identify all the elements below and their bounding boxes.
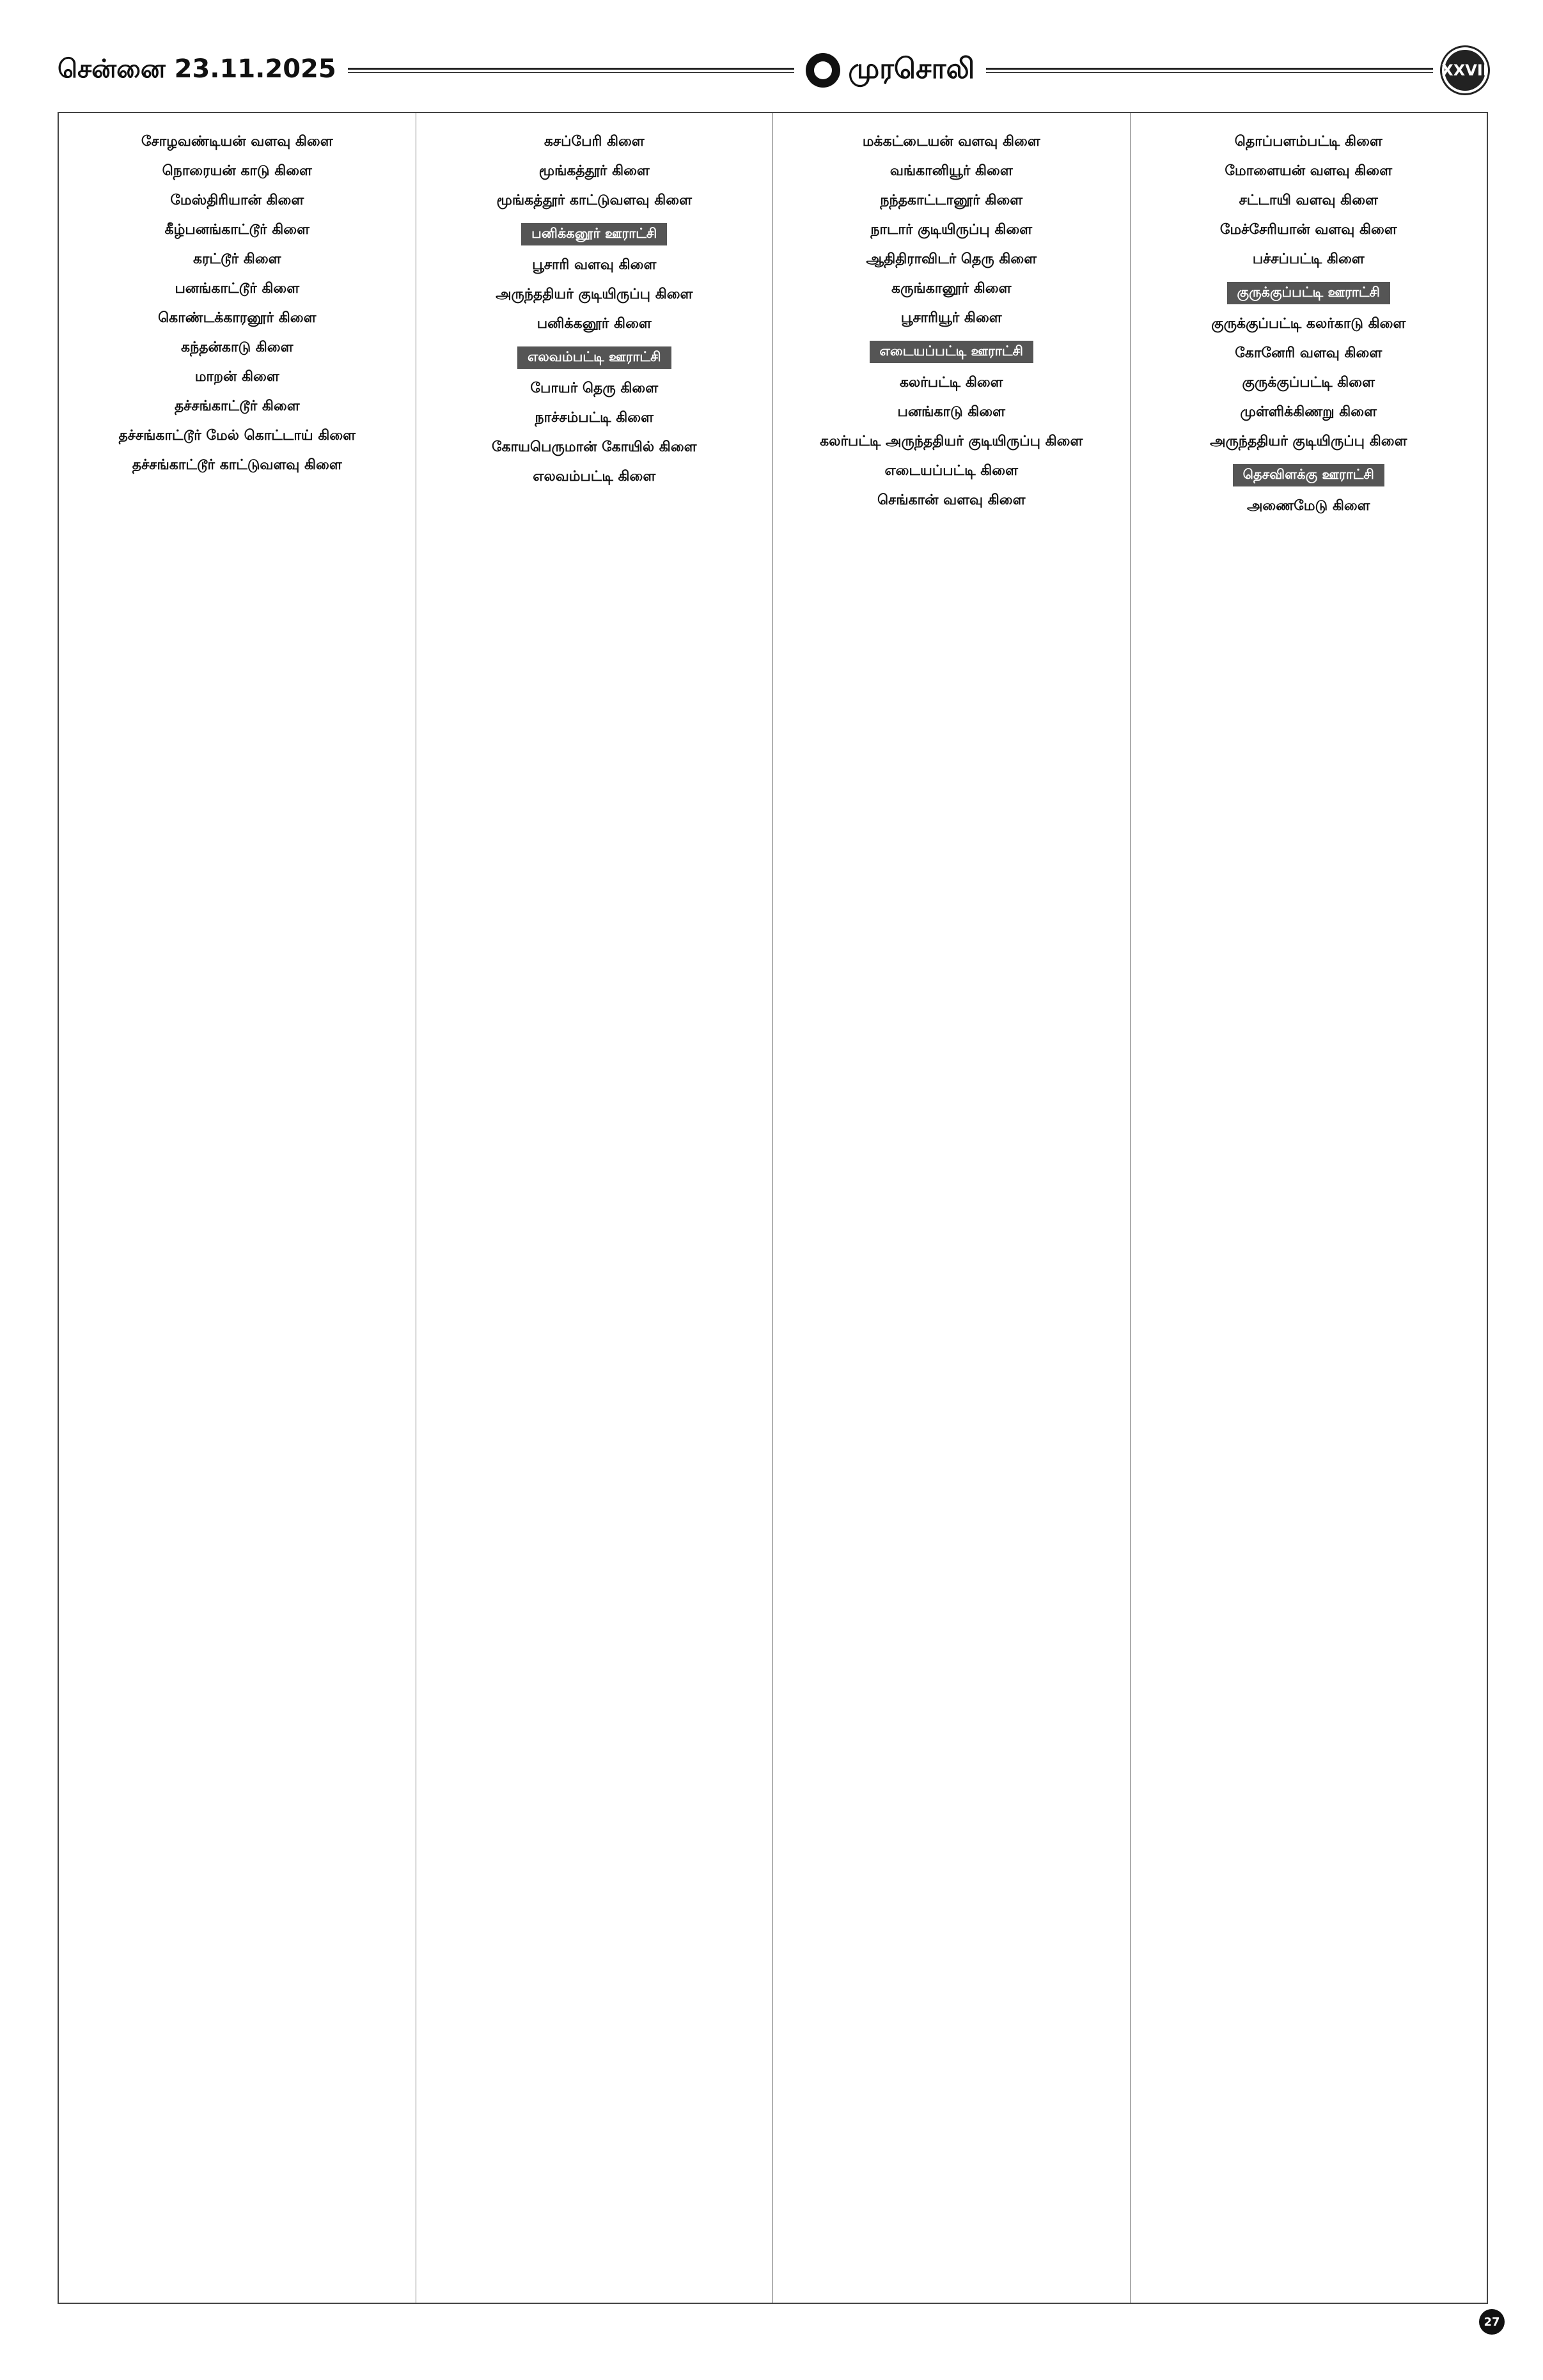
branch-heading: குருக்குப்பட்டி கலர்காடு கிளை bbox=[1211, 316, 1406, 332]
branch-heading: கோயபெருமான் கோயில் கிளை bbox=[491, 439, 697, 455]
branch-heading: அணைமேடு கிளை bbox=[1246, 498, 1370, 514]
branch-heading: பூசாரியூர் கிளை bbox=[900, 310, 1002, 326]
panchayat-heading: எலவம்பட்டி ஊராட்சி bbox=[517, 346, 671, 369]
branch-heading: தச்சங்காட்டூர் காட்டுவளவு கிளை bbox=[132, 457, 342, 473]
masthead bbox=[58, 45, 1489, 96]
article-column-3 bbox=[773, 113, 1131, 2303]
branch-heading: பனங்காடு கிளை bbox=[897, 404, 1006, 420]
branch-heading: தொப்பளம்பட்டி கிளை bbox=[1234, 134, 1382, 150]
branch-heading: மூங்கத்தூர் காட்டுவளவு கிளை bbox=[496, 192, 692, 208]
branch-heading: பச்சப்பட்டி கிளை bbox=[1252, 251, 1365, 267]
branch-heading: கருங்கானூர் கிளை bbox=[891, 281, 1012, 297]
branch-heading: குருக்குப்பட்டி கிளை bbox=[1242, 375, 1375, 391]
panchayat-heading: எடையப்பட்டி ஊராட்சி bbox=[870, 341, 1033, 363]
branch-heading: எலவம்பட்டி கிளை bbox=[533, 469, 656, 485]
branch-heading: கலர்பட்டி கிளை bbox=[899, 375, 1003, 391]
branch-heading: பூசாரி வளவு கிளை bbox=[532, 257, 657, 273]
branch-heading: சோழவண்டியன் வளவு கிளை bbox=[141, 134, 333, 150]
branch-heading: அருந்ததியர் குடியிருப்பு கிளை bbox=[1210, 433, 1407, 449]
panchayat-heading: குருக்குப்பட்டி ஊராட்சி bbox=[1227, 282, 1390, 304]
branch-heading: தச்சங்காட்டூர் கிளை bbox=[174, 398, 300, 414]
branch-heading: கோனேரி வளவு கிளை bbox=[1235, 345, 1382, 361]
page-number-badge: 27 bbox=[1479, 2309, 1505, 2335]
article-column-4 bbox=[1131, 113, 1487, 2303]
panchayat-heading: பனிக்கனூர் ஊராட்சி bbox=[521, 223, 667, 245]
page-frame bbox=[58, 112, 1488, 2304]
branch-heading: பனிக்கனூர் கிளை bbox=[537, 316, 652, 332]
branch-heading: கசப்பேரி கிளை bbox=[544, 134, 645, 150]
article-column-1 bbox=[59, 113, 416, 2303]
article-column-2 bbox=[416, 113, 774, 2303]
masthead-rule bbox=[348, 68, 795, 73]
branch-heading: மூங்கத்தூர் கிளை bbox=[538, 163, 650, 179]
newspaper-title: முரசொலி bbox=[848, 52, 975, 85]
brand-logo-icon bbox=[806, 53, 840, 88]
brand bbox=[806, 52, 975, 89]
branch-heading: நொரையன் காடு கிளை bbox=[162, 163, 312, 179]
branch-heading: நந்தகாட்டானூர் கிளை bbox=[880, 192, 1023, 208]
branch-heading: கந்தன்காடு கிளை bbox=[181, 339, 294, 355]
page-roman-badge: XXVII bbox=[1445, 50, 1485, 91]
branch-heading: நாடார் குடியிருப்பு கிளை bbox=[870, 222, 1033, 238]
branch-heading: போயர் தெரு கிளை bbox=[530, 380, 659, 396]
branch-heading: மக்கட்டையன் வளவு கிளை bbox=[862, 134, 1040, 150]
branch-heading: மோளையன் வளவு கிளை bbox=[1225, 163, 1393, 179]
branch-heading: ஆதிதிராவிடர் தெரு கிளை bbox=[866, 251, 1037, 267]
branch-heading: பனங்காட்டூர் கிளை bbox=[175, 281, 300, 297]
masthead-rule-right bbox=[986, 68, 1433, 73]
branch-heading: முள்ளிக்கிணறு கிளை bbox=[1240, 404, 1377, 420]
panchayat-heading: தெசவிளக்கு ஊராட்சி bbox=[1233, 464, 1384, 486]
branch-heading: மேஸ்திரியான் கிளை bbox=[170, 192, 304, 208]
branch-heading: கீழ்பனங்காட்டூர் கிளை bbox=[164, 222, 309, 238]
branch-heading: கொண்டக்காரனூர் கிளை bbox=[158, 310, 317, 326]
branch-heading: சட்டாயி வளவு கிளை bbox=[1239, 192, 1378, 208]
branch-heading: மேச்சேரியான் வளவு கிளை bbox=[1219, 222, 1397, 238]
branch-heading: செங்கான் வளவு கிளை bbox=[877, 492, 1026, 508]
branch-heading: எடையப்பட்டி கிளை bbox=[884, 463, 1018, 479]
branch-heading: கரட்டூர் கிளை bbox=[192, 251, 281, 267]
issue-date: சென்னை 23.11.2025 bbox=[58, 54, 336, 84]
branch-heading: மாறன் கிளை bbox=[194, 369, 279, 385]
branch-heading: கலர்பட்டி அருந்ததியர் குடியிருப்பு கிளை bbox=[820, 433, 1083, 449]
branch-heading: தச்சங்காட்டூர் மேல் கொட்டாய் கிளை bbox=[118, 428, 356, 444]
article-columns bbox=[59, 113, 1487, 2303]
branch-heading: வங்கானியூர் கிளை bbox=[889, 163, 1013, 179]
branch-heading: நாச்சம்பட்டி கிளை bbox=[535, 410, 654, 426]
branch-heading: அருந்ததியர் குடியிருப்பு கிளை bbox=[496, 286, 693, 302]
